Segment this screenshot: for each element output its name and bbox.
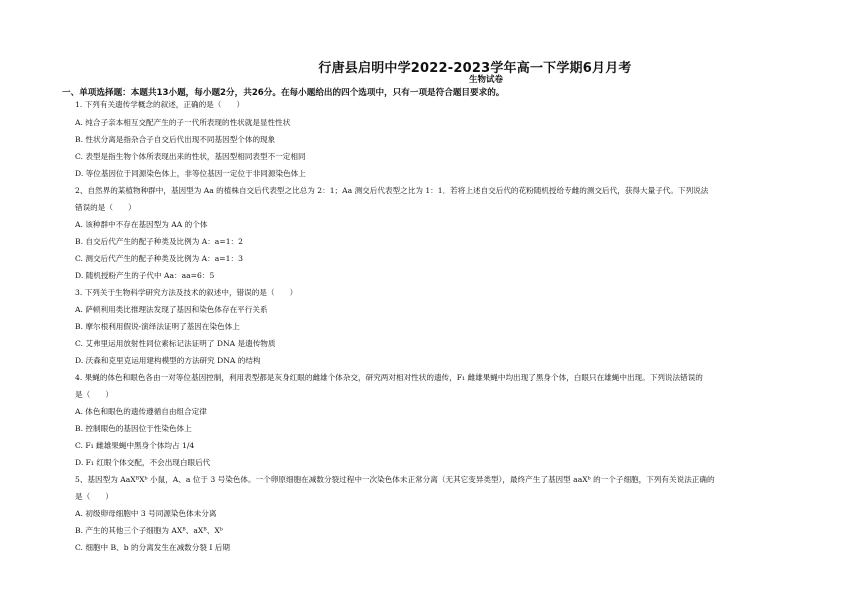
question-4-stem: 4. 果蝇的体色和眼色各由一对等位基因控制，利用表型都是灰身红眼的雌雄个体杂交，研究两对相对性状的遗传，F₁ 雌雄果蝇中均出现了黑身个体，白眼只在雄蝇中出现。下列说法错误的 — [75, 373, 703, 382]
question-1-option-c: C. 表型是指生物个体所表现出来的性状，基因型相同表型不一定相同 — [75, 152, 306, 161]
question-5-stem: 5、基因型为 AaXᴮXᵇ 小鼠，A、a 位于 3 号染色体。一个卵原细胞在减数分裂过程中一次染色体未正常分离（无其它变异类型），最终产生了基因型 aaXᵇ 的一个子细胞，下列有关说法正确的 — [75, 475, 715, 484]
question-1-stem: 1. 下列有关遗传学概念的叙述，正确的是（ ） — [75, 100, 245, 109]
question-4-option-b: B. 控制眼色的基因位于性染色体上 — [75, 424, 192, 433]
question-5-option-b: B. 产生的其他三个子细胞为 AXᴮ、aXᴮ、Xᵇ — [75, 526, 223, 535]
question-1-option-d: D. 等位基因位于同源染色体上，非等位基因一定位于非同源染色体上 — [75, 169, 306, 178]
question-2-option-a: A. 该种群中不存在基因型为 AA 的个体 — [75, 220, 208, 229]
question-2-option-c: C. 测交后代产生的配子种类及比例为 A：a=1：3 — [75, 254, 243, 263]
question-3-option-d: D. 沃森和克里克运用建构模型的方法研究 DNA 的结构 — [75, 356, 261, 365]
question-3-option-a: A. 萨顿利用类比推理法发现了基因和染色体存在平行关系 — [75, 305, 268, 314]
question-4-option-a: A. 体色和眼色的遗传遵循自由组合定律 — [75, 407, 207, 416]
question-5-option-a: A. 初级卵母细胞中 3 号同源染色体未分离 — [75, 509, 217, 518]
question-4-option-d: D. F₁ 红眼个体交配，不会出现白眼后代 — [75, 458, 211, 467]
question-2-option-b: B. 自交后代产生的配子种类及比例为 A：a=1：2 — [75, 237, 243, 246]
question-2-stem-cont: 错误的是（ ） — [75, 203, 136, 212]
exam-subtitle-text: 生物试卷 — [468, 75, 503, 85]
question-1-option-a: A. 纯合子亲本相互交配产生的子一代所表现的性状就是显性性状 — [75, 118, 291, 127]
question-5-option-c: C. 细胞中 B、b 的分离发生在减数分裂 I 后期 — [75, 543, 230, 552]
question-5-stem-cont: 是（ ） — [75, 492, 113, 501]
question-2-option-d: D. 随机授粉产生的子代中 Aa：aa=6：5 — [75, 271, 215, 280]
exam-title-text: 行唐县启明中学2022-2023学年高一下学期6月月考 — [318, 61, 632, 76]
question-3-option-c: C. 艾弗里运用放射性同位素标记法证明了 DNA 是遗传物质 — [75, 339, 276, 348]
question-1-option-b: B. 性状分离是指杂合子自交后代出现不同基因型个体的现象 — [75, 135, 276, 144]
question-3-option-b: B. 摩尔根利用假说-演绎法证明了基因在染色体上 — [75, 322, 240, 331]
question-3-stem: 3. 下列关于生物科学研究方法及技术的叙述中，错误的是（ ） — [75, 288, 298, 297]
question-4-stem-cont: 是（ ） — [75, 390, 113, 399]
section-heading: 一、单项选择题：本题共13小题，每小题2分，共26分。在每小题给出的四个选项中，只有一项是符合题目要求的。 — [62, 88, 505, 98]
exam-subtitle — [0, 73, 860, 85]
question-4-option-c: C. F₁ 雌雄果蝇中黑身个体均占 1/4 — [75, 441, 195, 450]
question-2-stem: 2、自然界的某植物种群中，基因型为 Aa 的植株自交后代表型之比总为 2：1；Aa 测交后代表型之比为 1：1．若将上述自交后代的花粉随机授给专雌的测交后代，获得大量子代。下列说法 — [75, 186, 709, 195]
